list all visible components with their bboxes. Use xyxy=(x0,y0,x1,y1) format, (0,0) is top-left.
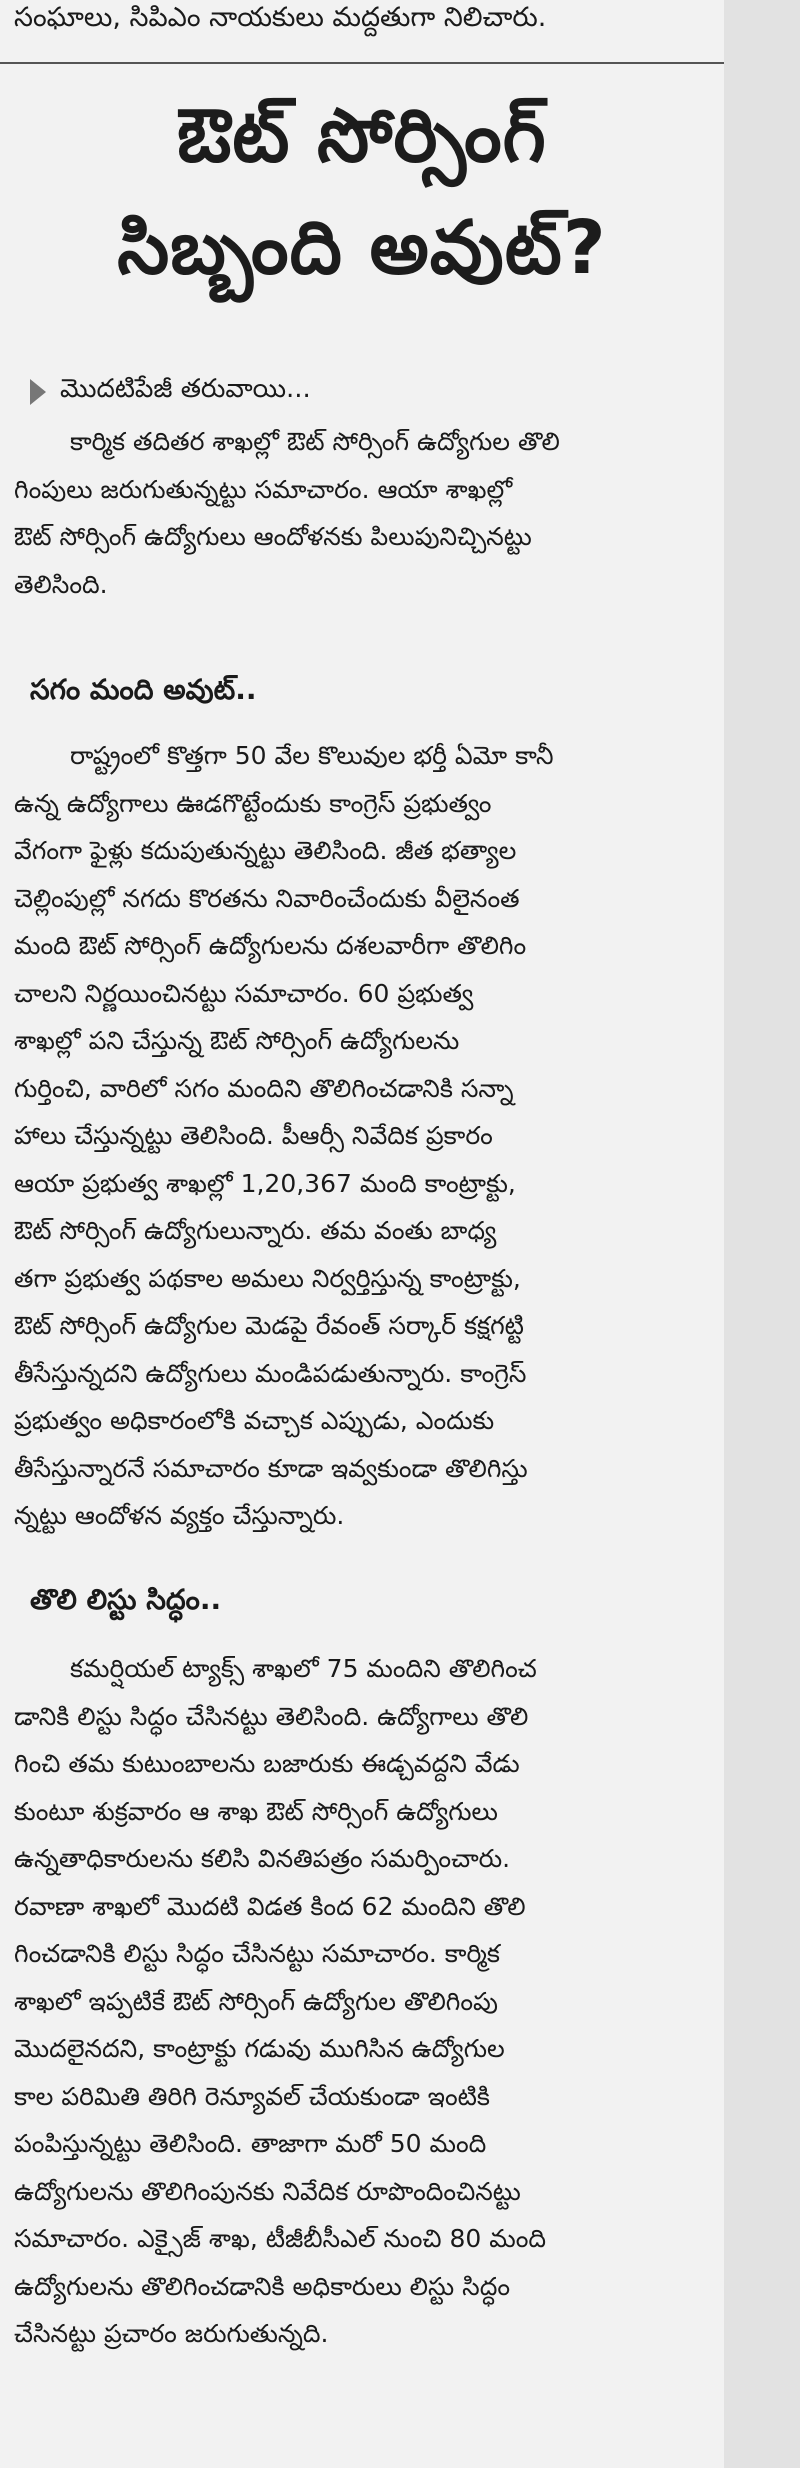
body-line: గుర్తించి, వారిలో సగం మందిని తొలిగించడానికి సన్నా xyxy=(14,1073,514,1103)
intro-line: తెలిసింది. xyxy=(14,569,108,599)
body-line: గించి తమ కుటుంబాలను బజారుకు ఈడ్చవద్దని వేడు xyxy=(14,1749,520,1778)
body-line: సమాచారం. ఎక్సైజ్ శాఖ, టీజీబీసీఎల్ నుంచి 80 మంది xyxy=(14,2224,547,2253)
body-line: తగా ప్రభుత్వ పథకాల అమలు నిర్వర్తిస్తున్న కాంట్రాక్టు, xyxy=(14,1263,521,1293)
intro-line: కార్మిక తదితర శాఖల్లో ఔట్ సోర్సింగ్ ఉద్యోగుల తొలి xyxy=(70,427,560,456)
body-line: మొదలైనదని, కాంట్రాక్టు గడువు ముగిసిన ఉద్యోగుల xyxy=(14,2034,505,2063)
body-line: ఔట్ సోర్సింగ్ ఉద్యోగుల మెడపై రేవంత్ సర్కార్ కక్షగట్టి xyxy=(14,1311,524,1340)
body-line: శాఖలో ఇప్పటికే ఔట్ సోర్సింగ్ ఉద్యోగుల తొలిగింపు xyxy=(14,1986,499,2016)
body-line: ఆయా ప్రభుత్వ శాఖల్లో 1,20,367 మంది కాంట్రాక్టు, xyxy=(14,1168,516,1198)
body-line: పంపిస్తున్నట్టు తెలిసింది. తాజాగా మరో 50 మంది xyxy=(14,2129,487,2158)
section-1-heading: సగం మంది అవుట్.. xyxy=(30,673,257,706)
intro-paragraph xyxy=(14,418,714,608)
body-line: ప్రభుత్వం అధికారంలోకి వచ్చాక ఎప్పుడు, ఎందుకు xyxy=(14,1406,495,1435)
body-line: వేగంగా ఫైళ్లు కదుపుతున్నట్టు తెలిసింది. జీత భత్యాల xyxy=(14,836,517,865)
intro-line: ఔట్ సోర్సింగ్ ఉద్యోగులు ఆందోళనకు పిలుపునిచ్చినట్టు xyxy=(14,522,532,551)
body-line: న్నట్టు ఆందోళన వ్యక్తం చేస్తున్నారు. xyxy=(14,1501,345,1530)
section-2-heading: తొలి లిస్టు సిద్ధం.. xyxy=(30,1583,222,1616)
headline-line-2: సిబ్బంది అవుట్? xyxy=(117,205,607,291)
body-line: రాష్ట్రంలో కొత్తగా 50 వేల కొలువుల భర్తీ ఏమో కానీ xyxy=(70,741,554,770)
section-2-body xyxy=(14,1645,714,2358)
section-1-body xyxy=(14,732,714,1540)
body-line: చెల్లింపుల్లో నగదు కొరతను నివారించేందుకు వీలైనంత xyxy=(14,883,520,913)
arrow-right-icon xyxy=(30,379,46,405)
body-line: మంది ఔట్ సోర్సింగ్ ఉద్యోగులను దశలవారీగా తొలిగిం xyxy=(14,931,527,960)
intro-line: గింపులు జరుగుతున్నట్టు సమాచారం. ఆయా శాఖల్లో xyxy=(14,474,513,504)
body-line: చేసినట్టు ప్రచారం జరుగుతున్నది. xyxy=(14,2319,329,2348)
continued-label: మొదటిపేజీ తరువాయి... xyxy=(60,374,311,404)
body-line: తీసేస్తున్నదని ఉద్యోగులు మండిపడుతున్నారు. కాంగ్రెస్ xyxy=(14,1358,527,1388)
body-line: డానికి లిస్టు సిద్ధం చేసినట్టు తెలిసింది. ఉద్యోగాలు తొలి xyxy=(14,1701,529,1731)
previous-article-last-line: సంఘాలు, సిపిఎం నాయకులు మద్దతుగా నిలిచారు. xyxy=(14,2,547,33)
body-line: కుంటూ శుక్రవారం ఆ శాఖ ఔట్ సోర్సింగ్ ఉద్యోగులు xyxy=(14,1796,498,1826)
body-line: శాఖల్లో పని చేస్తున్న ఔట్ సోర్సింగ్ ఉద్యోగులను xyxy=(14,1026,460,1055)
body-line: కాల పరిమితి తిరిగి రెన్యూవల్ చేయకుండా ఇంటికి xyxy=(14,2081,490,2111)
headline-line-1: ఔట్ సోర్సింగ్ xyxy=(177,93,547,179)
body-line: ఔట్ సోర్సింగ్ ఉద్యోగులున్నారు. తమ వంతు బాధ్య xyxy=(14,1216,497,1245)
body-line: హాలు చేస్తున్నట్టు తెలిసింది. పీఆర్సీ నివేదిక ప్రకారం xyxy=(14,1121,493,1150)
page-margin xyxy=(724,0,800,2468)
body-line: ఉన్న ఉద్యోగాలు ఊడగొట్టేందుకు కాంగ్రెస్ ప్రభుత్వం xyxy=(14,788,492,818)
body-line: ఉద్యోగులను తొలిగింపునకు నివేదిక రూపొందించినట్టు xyxy=(14,2176,521,2206)
body-line: ఉద్యోగులను తొలిగించడానికి అధికారులు లిస్టు సిద్ధం xyxy=(14,2271,511,2301)
body-line: ఉన్నతాధికారులను కలిసి వినతిపత్రం సమర్పించారు. xyxy=(14,1844,511,1873)
continued-from-front-page xyxy=(30,372,311,412)
body-line: రవాణా శాఖలో మొదటి విడత కింద 62 మందిని తొలి xyxy=(14,1891,526,1921)
body-line: కమర్షియల్ ట్యాక్స్ శాఖలో 75 మందిని తొలిగించ xyxy=(70,1654,537,1683)
body-line: తీసేస్తున్నారనే సమాచారం కూడా ఇవ్వకుండా తొలిగిస్తు xyxy=(14,1453,528,1483)
body-line: చాలని నిర్ణయించినట్టు సమాచారం. 60 ప్రభుత్వ xyxy=(14,978,474,1008)
article-divider xyxy=(0,62,724,64)
body-line: గించడానికి లిస్టు సిద్ధం చేసినట్టు సమాచారం. కార్మిక xyxy=(14,1939,500,1968)
